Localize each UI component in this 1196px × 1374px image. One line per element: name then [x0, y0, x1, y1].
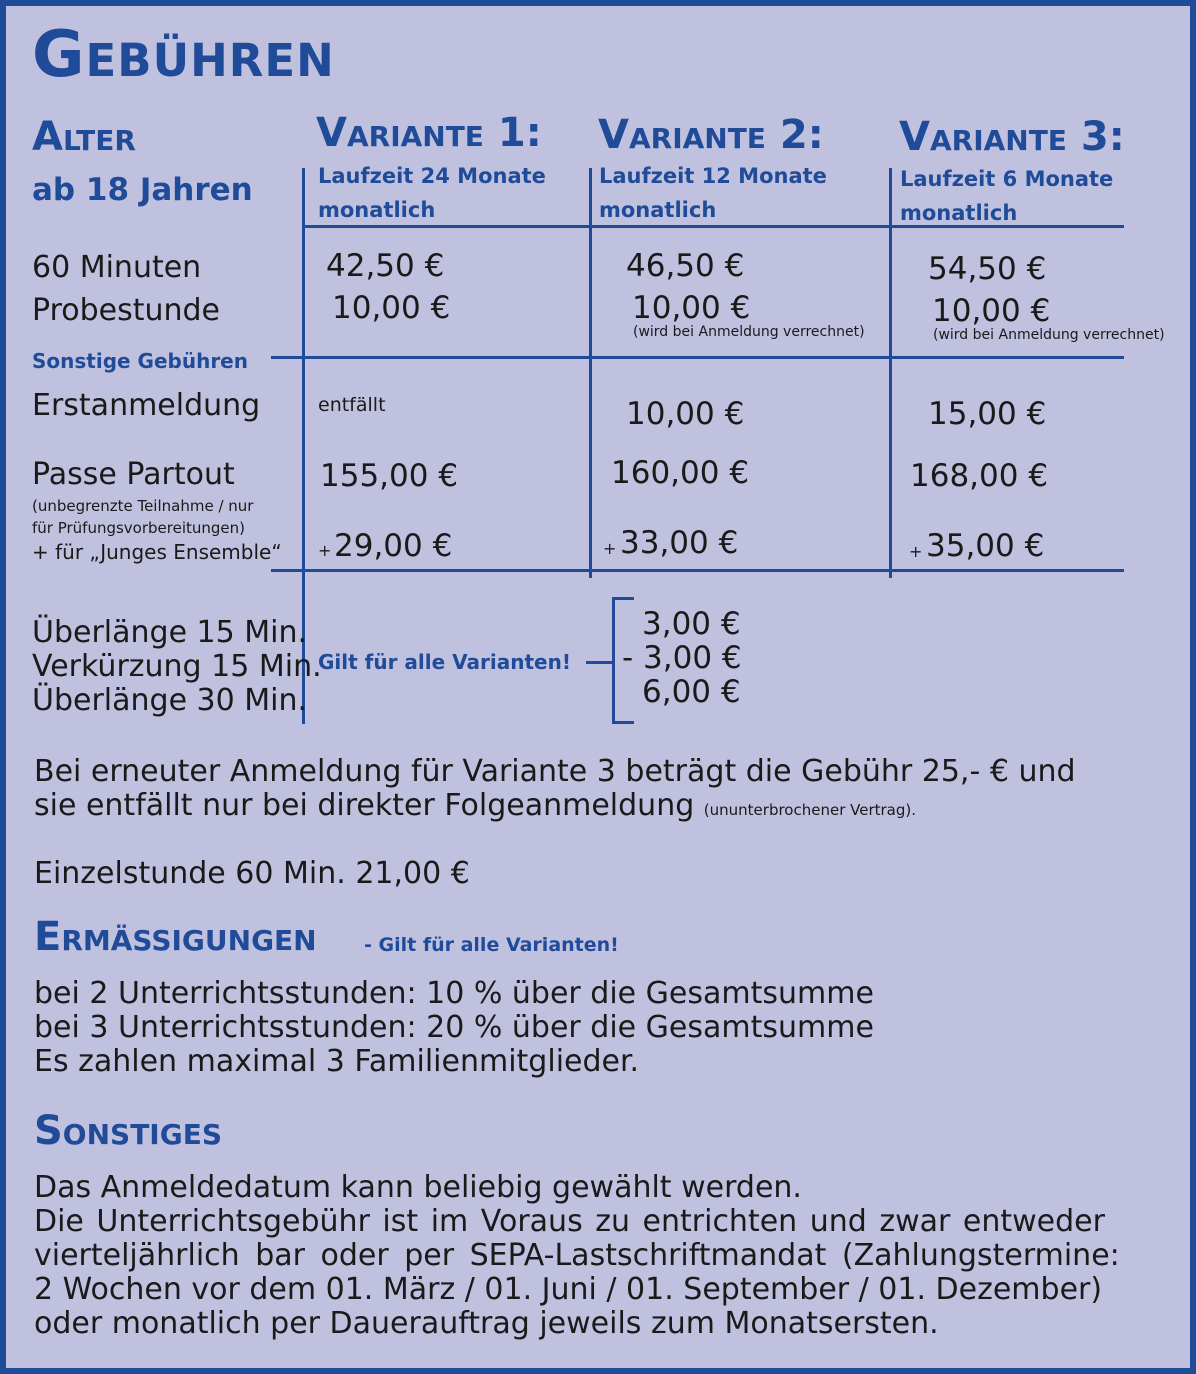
misc-line-3: vierteljährlich bar oder per SEPA-Lastschriftmandat (Zahlungstermine: [34, 1238, 1120, 1273]
age-heading: Alter [32, 114, 136, 160]
passe-note-1: (unbegrenzte Teilnahme / nur [32, 497, 254, 515]
variant-1-ensemble-plus: + [318, 541, 332, 560]
variant-3-term: Laufzeit 6 Monate [900, 167, 1114, 191]
reregistration-line-2 [34, 788, 916, 823]
bracket-connector [586, 661, 614, 664]
reregistration-line-1: Bei erneuter Anmeldung für Variante 3 beträgt die Gebühr 25,- € und [34, 754, 1076, 789]
discount-line-3: Es zahlen maximal 3 Familienmitglieder. [34, 1044, 640, 1079]
divider-horizontal-1 [302, 225, 1124, 228]
discount-line-2: bei 3 Unterrichtsstunden: 20 % über die Gesamtsumme [34, 1010, 874, 1045]
variant-2-ensemble-plus: + [603, 539, 617, 558]
variant-2-billing: monatlich [599, 198, 717, 222]
extra-value-overlength-30: 6,00 € [642, 674, 741, 710]
page-title: Gebühren [32, 18, 335, 92]
variant-1-trial: 10,00 € [332, 290, 451, 326]
extras-applies-all: Gilt für alle Varianten! [318, 650, 571, 674]
divider-vertical-3 [889, 168, 892, 578]
variant-2-registration: 10,00 € [626, 396, 745, 432]
extra-label-shortening-15: Verkürzung 15 Min. [32, 649, 322, 684]
discounts-subheading: - Gilt für alle Varianten! [364, 934, 619, 956]
extra-label-overlength-15: Überlänge 15 Min. [32, 615, 308, 650]
variant-2-passe: 160,00 € [611, 455, 750, 491]
variant-1-term: Laufzeit 24 Monate [318, 164, 546, 188]
variant-3-passe: 168,00 € [910, 458, 1049, 494]
variant-2-term: Laufzeit 12 Monate [599, 164, 827, 188]
variant-1-60-minutes: 42,50 € [326, 248, 445, 284]
bracket-vertical [612, 597, 615, 724]
discount-line-1: bei 2 Unterrichtsstunden: 10 % über die Gesamtsumme [34, 976, 874, 1011]
divider-horizontal-3 [271, 569, 1124, 572]
single-lesson-price: Einzelstunde 60 Min. 21,00 € [34, 856, 470, 891]
extra-value-overlength-15: 3,00 € [642, 606, 741, 642]
row-label-trial: Probestunde [32, 293, 221, 328]
other-fees-heading: Sonstige Gebühren [32, 349, 248, 373]
variant-1-billing: monatlich [318, 198, 436, 222]
variant-2-trial: 10,00 € [632, 290, 751, 326]
variant-1-heading: Variante 1: [316, 110, 542, 156]
variant-3-ensemble: 35,00 € [926, 528, 1045, 564]
misc-line-4: 2 Wochen vor dem 01. März / 01. Juni / 01. September / 01. Dezember) [34, 1272, 1103, 1307]
discounts-heading: Ermässigungen [34, 914, 317, 960]
misc-line-1: Das Anmeldedatum kann beliebig gewählt werden. [34, 1170, 802, 1205]
row-label-ensemble: + für „Junges Ensemble“ [32, 540, 282, 564]
variant-3-60-minutes: 54,50 € [928, 251, 1047, 287]
misc-line-5: oder monatlich per Dauerauftrag jeweils zum Monatsersten. [34, 1306, 939, 1341]
variant-3-trial-note: (wird bei Anmeldung verrechnet) [933, 327, 1165, 343]
variant-2-60-minutes: 46,50 € [626, 248, 745, 284]
variant-3-billing: monatlich [900, 201, 1018, 225]
extra-label-overlength-30: Überlänge 30 Min. [32, 683, 308, 718]
variant-1-passe: 155,00 € [320, 458, 459, 494]
misc-heading: Sonstiges [34, 1108, 223, 1154]
variant-2-heading: Variante 2: [598, 112, 824, 158]
variant-2-ensemble: 33,00 € [620, 525, 739, 561]
variant-3-registration: 15,00 € [928, 396, 1047, 432]
variant-3-ensemble-plus: + [909, 542, 923, 561]
misc-line-2: Die Unterrichtsgebühr ist im Voraus zu entrichten und zwar entweder [34, 1204, 1105, 1239]
passe-note-2: für Prüfungsvorbereitungen) [32, 519, 246, 537]
reregistration-small: (ununterbrochener Vertrag). [703, 801, 917, 819]
bracket-bottom [612, 721, 634, 724]
reregistration-text: sie entfällt nur bei direkter Folgeanmeldung [34, 788, 695, 823]
bracket-top [612, 597, 634, 600]
row-label-registration: Erstanmeldung [32, 388, 261, 423]
variant-3-heading: Variante 3: [899, 114, 1125, 160]
variant-1-registration: entfällt [318, 394, 386, 416]
row-label-60-minutes: 60 Minuten [32, 250, 202, 285]
divider-vertical-2 [589, 168, 592, 578]
divider-horizontal-2 [271, 356, 1124, 359]
age-value: ab 18 Jahren [32, 172, 253, 208]
fee-sheet [6, 6, 1190, 1368]
variant-1-ensemble: 29,00 € [334, 528, 453, 564]
variant-2-trial-note: (wird bei Anmeldung verrechnet) [633, 324, 865, 340]
extra-value-shortening-15: - 3,00 € [622, 640, 742, 676]
variant-3-trial: 10,00 € [932, 293, 1051, 329]
row-label-passe-partout: Passe Partout [32, 457, 235, 492]
